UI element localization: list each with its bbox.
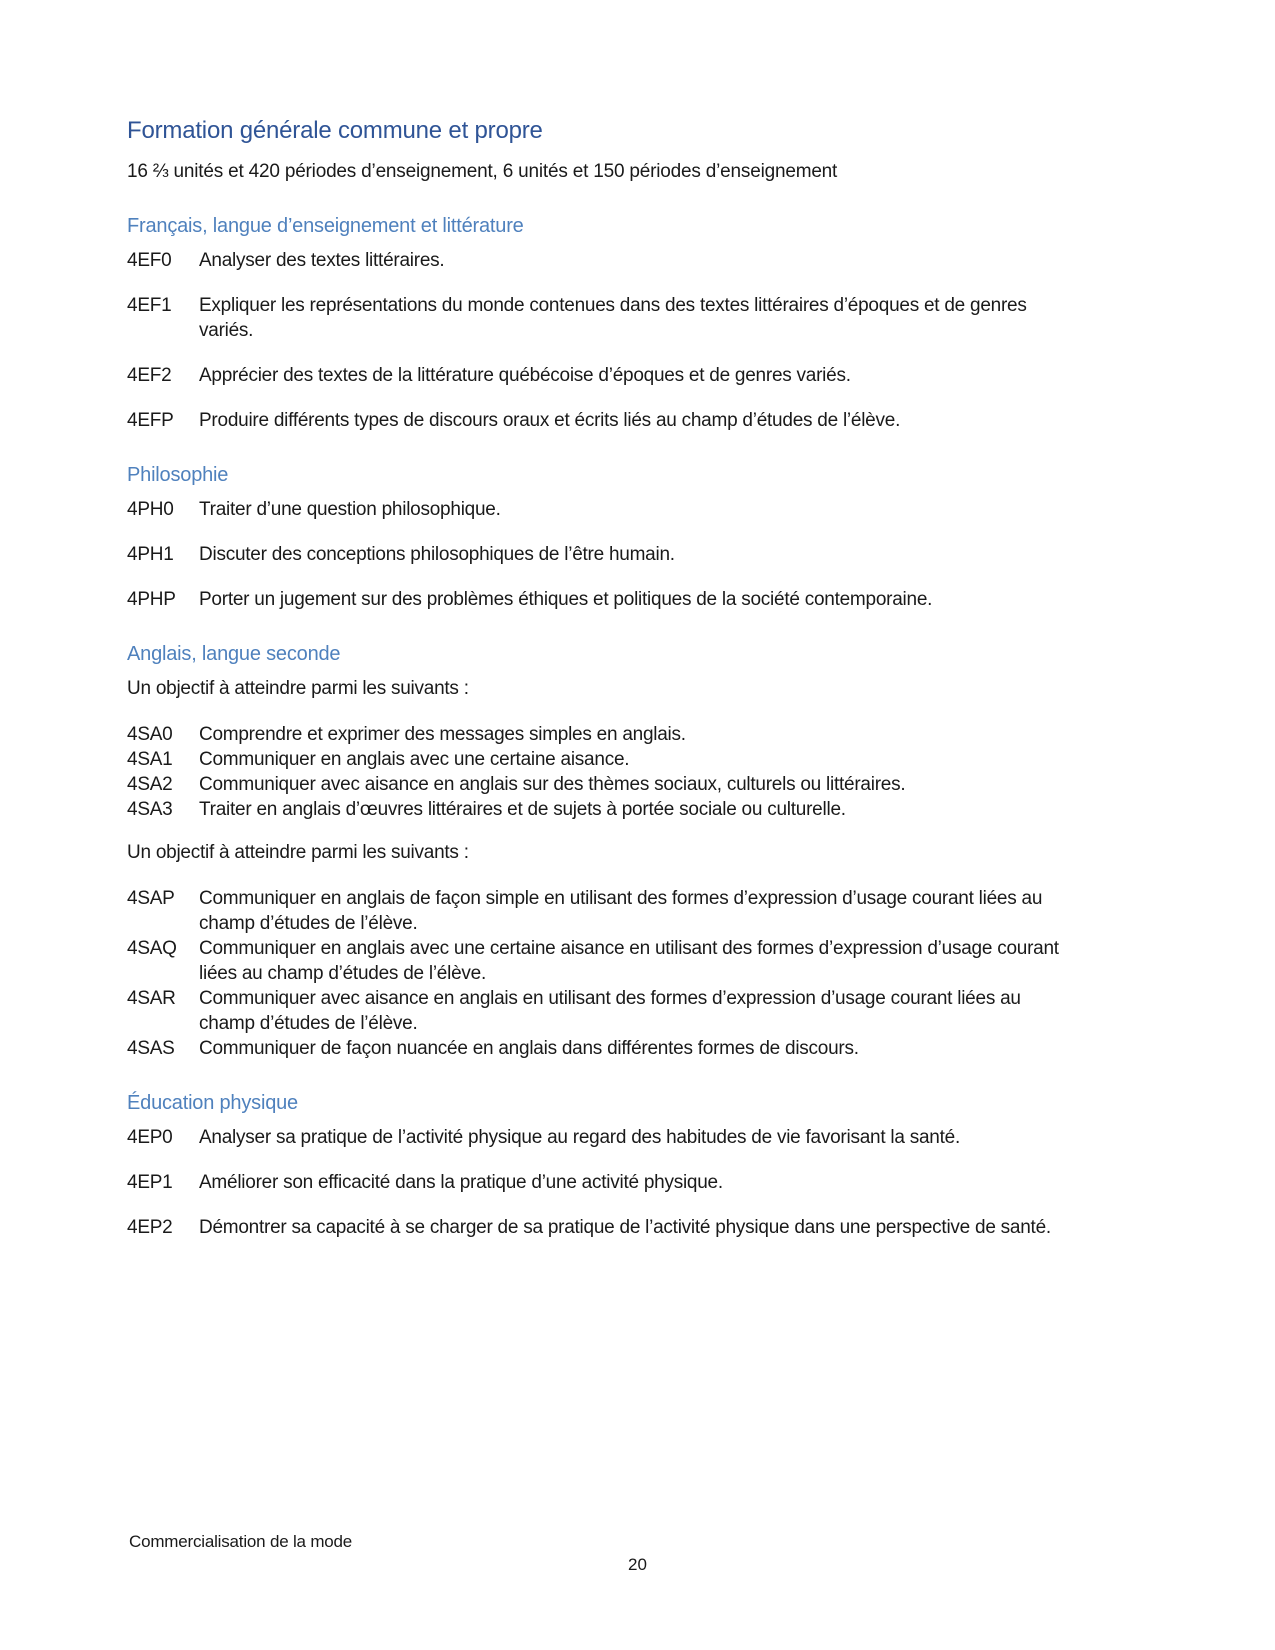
course-description: Démontrer sa capacité à se charger de sa pratique de l’activité physique dans une perspective de santé. bbox=[199, 1217, 1051, 1238]
course-description: Communiquer en anglais de façon simple en utilisant des formes d’expression d’usage courant liées au champ d’études de l’élève. bbox=[199, 888, 1043, 934]
section-heading-education-physique: Éducation physique bbox=[127, 1092, 298, 1114]
course-item bbox=[127, 1170, 1079, 1195]
course-code: 4EF2 bbox=[127, 365, 172, 386]
section-francais bbox=[127, 213, 1079, 433]
course-description: Discuter des conceptions philosophiques de l’être humain. bbox=[199, 544, 675, 565]
course-description: Expliquer les représentations du monde contenues dans des textes littéraires d’époques et de genres variés. bbox=[199, 295, 1027, 341]
page-footer bbox=[129, 1531, 1146, 1553]
course-item bbox=[127, 1125, 1079, 1150]
course-item bbox=[127, 497, 1079, 522]
course-description: Traiter en anglais d’œuvres littéraires et de sujets à portée sociale ou culturelle. bbox=[199, 799, 846, 820]
objective-intro: Un objectif à atteindre parmi les suivants : bbox=[127, 678, 469, 699]
page-number: 20 bbox=[628, 1555, 647, 1574]
course-item bbox=[127, 408, 1079, 433]
units-summary: 16 ⅔ unités et 420 périodes d’enseignement, 6 unités et 150 périodes d’enseignement bbox=[127, 161, 838, 182]
course-code: 4SAQ bbox=[127, 938, 177, 959]
course-code: 4EP1 bbox=[127, 1172, 173, 1193]
course-item bbox=[127, 747, 1079, 772]
course-code: 4SA1 bbox=[127, 749, 173, 770]
course-code: 4PH0 bbox=[127, 499, 174, 520]
course-description: Produire différents types de discours oraux et écrits liés au champ d’études de l’élève. bbox=[199, 410, 901, 431]
course-item bbox=[127, 936, 1079, 986]
course-item bbox=[127, 772, 1079, 797]
course-code: 4EP0 bbox=[127, 1127, 173, 1148]
course-description: Porter un jugement sur des problèmes éthiques et politiques de la société contemporaine. bbox=[199, 589, 933, 610]
course-code: 4SAS bbox=[127, 1038, 175, 1059]
course-item bbox=[127, 587, 1079, 612]
course-description: Analyser des textes littéraires. bbox=[199, 250, 445, 271]
course-code: 4SA2 bbox=[127, 774, 173, 795]
section-heading-anglais: Anglais, langue seconde bbox=[127, 643, 341, 665]
course-description: Communiquer en anglais avec une certaine aisance. bbox=[199, 749, 630, 770]
course-item bbox=[127, 1215, 1079, 1240]
course-description: Comprendre et exprimer des messages simples en anglais. bbox=[199, 724, 686, 745]
course-description: Traiter d’une question philosophique. bbox=[199, 499, 501, 520]
objective-intro: Un objectif à atteindre parmi les suivants : bbox=[127, 842, 469, 863]
course-item bbox=[127, 797, 1079, 822]
course-code: 4PH1 bbox=[127, 544, 174, 565]
course-code: 4EP2 bbox=[127, 1217, 173, 1238]
objective-group-2 bbox=[127, 886, 1079, 1061]
course-item bbox=[127, 542, 1079, 567]
page-title: Formation générale commune et propre bbox=[127, 117, 543, 144]
page-content bbox=[127, 116, 1079, 1260]
section-anglais bbox=[127, 641, 1079, 1061]
course-code: 4PHP bbox=[127, 589, 176, 610]
course-description: Communiquer avec aisance en anglais en utilisant des formes d’expression d’usage courant liées au champ d’études de l’élève. bbox=[199, 988, 1021, 1034]
section-heading-philosophie: Philosophie bbox=[127, 464, 229, 486]
course-description: Communiquer en anglais avec une certaine aisance en utilisant des formes d’expression d’usage courant liées au champ d’études de l’élève. bbox=[199, 938, 1059, 984]
objective-group-1 bbox=[127, 722, 1079, 822]
course-description: Améliorer son efficacité dans la pratique d’une activité physique. bbox=[199, 1172, 723, 1193]
course-item bbox=[127, 986, 1079, 1036]
section-philosophie bbox=[127, 462, 1079, 612]
course-code: 4EF0 bbox=[127, 250, 172, 271]
course-item bbox=[127, 293, 1079, 343]
course-item bbox=[127, 722, 1079, 747]
section-heading-francais: Français, langue d’enseignement et littérature bbox=[127, 215, 524, 237]
section-education-physique bbox=[127, 1090, 1079, 1240]
course-description: Analyser sa pratique de l’activité physique au regard des habitudes de vie favorisant la santé. bbox=[199, 1127, 961, 1148]
course-item bbox=[127, 886, 1079, 936]
course-item bbox=[127, 363, 1079, 388]
footer-program-name: Commercialisation de la mode bbox=[129, 1532, 353, 1551]
course-code: 4EFP bbox=[127, 410, 174, 431]
course-description: Apprécier des textes de la littérature québécoise d’époques et de genres variés. bbox=[199, 365, 851, 386]
course-code: 4SA3 bbox=[127, 799, 173, 820]
course-item bbox=[127, 248, 1079, 273]
course-item bbox=[127, 1036, 1079, 1061]
course-description: Communiquer avec aisance en anglais sur des thèmes sociaux, culturels ou littéraires. bbox=[199, 774, 906, 795]
course-code: 4SAR bbox=[127, 988, 176, 1009]
course-description: Communiquer de façon nuancée en anglais dans différentes formes de discours. bbox=[199, 1038, 859, 1059]
course-code: 4SA0 bbox=[127, 724, 173, 745]
course-code: 4EF1 bbox=[127, 295, 172, 316]
course-code: 4SAP bbox=[127, 888, 175, 909]
